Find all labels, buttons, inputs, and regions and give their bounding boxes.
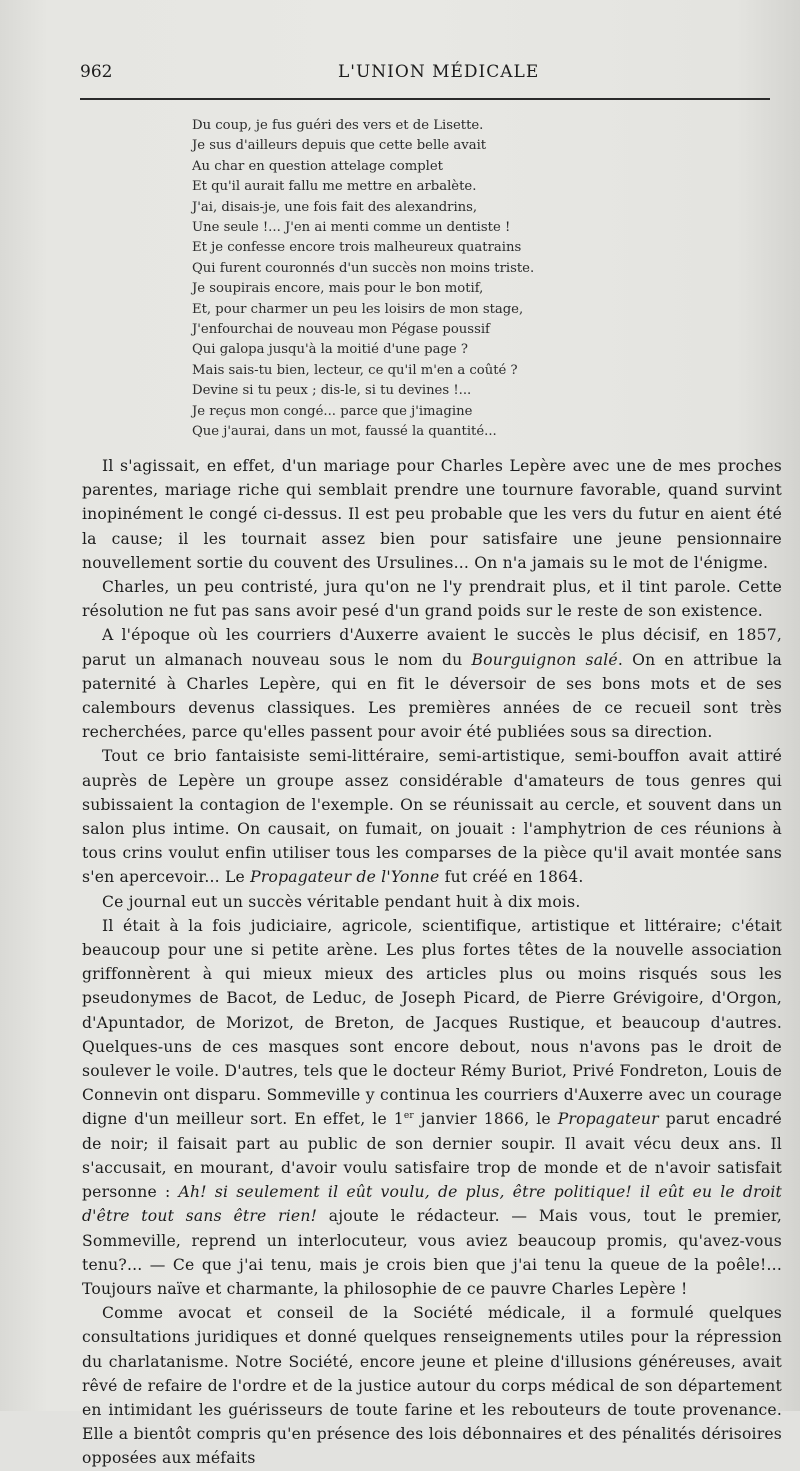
poem-line: Du coup, je fus guéri des vers et de Lisette. — [192, 118, 484, 133]
italic-title: Bourguignon salé — [471, 650, 618, 669]
text-run: parut encadré de noir; il faisait part au public de son dernier soupir. Il avait vécu deux ans. Il s'accusait, en mourant, d'avoir voulu satisfaire trop de monde et de n'avoir satisfait personne : — [82, 1110, 782, 1202]
text-run: ajoute le rédacteur. — Mais vous, tout le premier, Sommeville, reprend un interlocuteur, vous aviez beaucoup promis, qu'avez-vous tenu?... — Ce que j'ai tenu, mais je crois bien que j'ai tenu la queue de la poêle!... Toujours naïve et charmante, la philosophie de ce pauvre Charles Lepère ! — [82, 1207, 782, 1298]
text-run: Il était à la fois judiciaire, agricole, scientifique, artistique et littéraire; c'était beaucoup pour une si petite arène. Les plus fortes têtes de la nouvelle association griffonnèrent à qui mieux mieux des articles plus ou moins risqués sous les pseudonymes de Bacot, de Leduc, de Joseph Picard, de Pierre Grévigoire, d'Orgon, d'Apuntador, de Morizot, de Breton, de Jacques Rustique, et beaucoup d'autres. Quelques-uns de ces masques sont encore debout, nous n'avons pas le droit de soulever le voile. D'autres, tels que le docteur Rémy Buriot, Privé Fondreton, Louis de Connevin ont disparu. Sommeville y continua les courriers d'Auxerre avec un courage digne d'un meilleur sort. En effet, le 1 — [82, 916, 782, 1129]
text-run: janvier 1866, le — [413, 1110, 558, 1129]
paragraph: Ce journal eut un succès véritable pendant huit à dix mois. — [102, 892, 581, 911]
poem-line: Qui galopa jusqu'à la moitié d'une page ? — [192, 342, 468, 358]
ordinal-superscript: er — [403, 1111, 414, 1122]
paragraph — [82, 914, 782, 1301]
poem-line: J'ai, disais-je, une fois fait des alexandrins, — [192, 199, 478, 215]
paragraph: Comme avocat et conseil de la Société médicale, il a formulé quelques consultations juridiques et donné quelques renseignements utiles pour la répression du charlatanisme. Notre Société, encore jeune et pleine d'illusions généreuses, avait rêvé de refaire de l'ordre et de la justice autour du corps médical de son département en intimidant les guérisseurs de toute farine et les rebouteurs de toute provenance. Elle a bientôt compris qu'en présence des lois débonnaires et des pénalités dérisoires opposées aux méfaits — [82, 1304, 782, 1468]
poem-line: Mais sais-tu bien, lecteur, ce qu'il m'en a coûté ? — [192, 362, 518, 378]
poem-line: Je sus d'ailleurs depuis que cette belle avait — [192, 138, 487, 154]
poem-line: Une seule !... J'en ai menti comme un dentiste ! — [192, 220, 511, 236]
poem-block — [192, 116, 632, 443]
text-run: A l'époque où les courriers d'Auxerre avaient le succès le plus décisif, en 1857, parut un almanach nouveau sous le nom du — [82, 626, 782, 669]
text-run: Tout ce brio fantaisiste semi-littéraire, semi-artistique, semi-bouffon avait attiré auprès de Lepère un groupe assez considérable d'amateurs de tous genres qui subissaient la contagion de l'exemple. On se réunissait au cercle, et souvent dans un salon plus intime. On causait, on fumait, on jouait : l'amphytrion de ces réunions à tous crins voulut enfin utiliser tous les comparses de la pièce qu'il avait montée sans s'en apercevoir... Le — [82, 747, 782, 887]
poem-line: Et qu'il aurait fallu me mettre en arbalète. — [192, 179, 477, 195]
poem-line: Et, pour charmer un peu les loisirs de mon stage, — [192, 301, 524, 317]
article-body — [82, 454, 782, 1471]
italic-title: Propagateur — [557, 1110, 659, 1129]
poem-line: Je reçus mon congé... parce que j'imagine — [192, 403, 473, 419]
paragraph — [82, 744, 782, 889]
paragraph: Charles, un peu contristé, jura qu'on ne l'y prendrait plus, et il tint parole. Cette résolution ne fut pas sans avoir pesé d'un grand poids sur le reste de son existence. — [82, 578, 782, 621]
page-number: 962 — [80, 62, 113, 82]
poem-line: Au char en question attelage complet — [192, 158, 443, 174]
italic-title: Propagateur de l'Yonne — [250, 868, 440, 887]
poem-line: Devine si tu peux ; dis-le, si tu devines !... — [192, 383, 472, 399]
italic-quote: Ah! si seulement il eût voulu, de plus, être politique! il eût eu le droit d'être tout sans être rien! — [82, 1183, 782, 1226]
poem-line: Je soupirais encore, mais pour le bon motif, — [192, 281, 484, 297]
poem-line: J'enfourchai de nouveau mon Pégase poussif — [192, 322, 490, 338]
page-header — [80, 62, 770, 92]
header-rule — [80, 98, 770, 100]
poem-line: Que j'aurai, dans un mot, faussé la quantité... — [192, 424, 497, 440]
text-run: . On en attribue la paternité à Charles Lepère, qui en fit le déversoir de ses bons mots et de ses calembours devenus classiques. Les premières années de ce recueil sont très recherchées, parce qu'elles passent pour avoir été publiées sous sa direction. — [82, 650, 782, 742]
paragraph: Il s'agissait, en effet, d'un mariage pour Charles Lepère avec une de mes proches parentes, mariage riche qui semblait prendre une tournure favorable, quand survint inopinément le congé ci-dessus. Il est peu probable que les vers du futur en aient été la cause; il les tournait assez bien pour satisfaire une jeune pensionnaire nouvellement sortie du couvent des Ursulines... On n'a jamais su le mot de l'énigme. — [82, 457, 782, 572]
paragraph — [82, 623, 782, 744]
text-run: fut créé en 1864. — [439, 868, 584, 887]
poem-line: Qui furent couronnés d'un succès non moins triste. — [192, 260, 535, 276]
poem-line: Et je confesse encore trois malheureux quatrains — [192, 240, 522, 256]
running-title: L'UNION MÉDICALE — [338, 62, 540, 82]
